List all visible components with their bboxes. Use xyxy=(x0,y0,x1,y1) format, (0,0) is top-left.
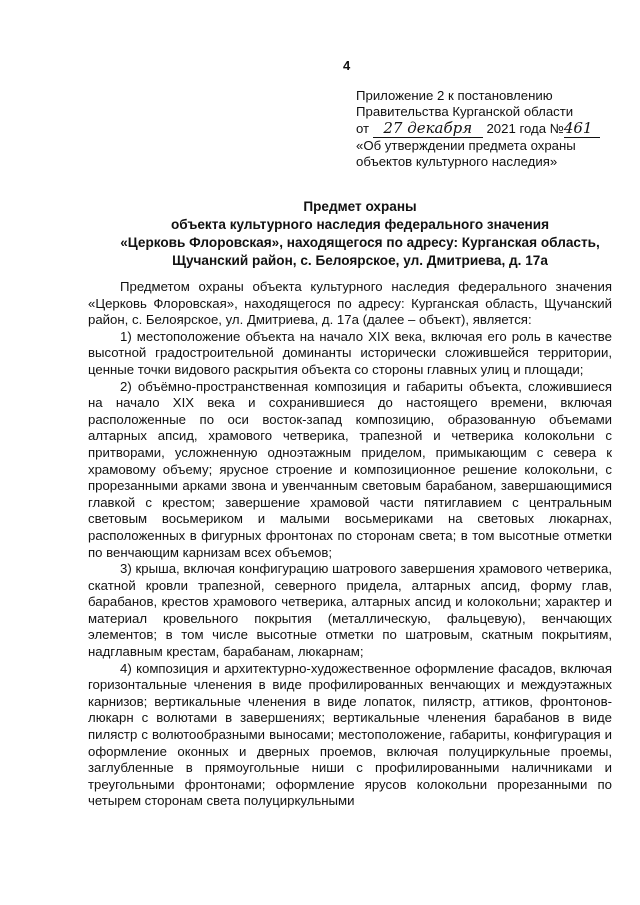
title-line-2: объекта культурного наследия федерального значения xyxy=(170,217,550,232)
appendix-line-5: объектов культурного наследия» xyxy=(356,154,558,169)
item-4-paragraph: 4) композиция и архитектурно-художественное оформление фасадов, включая горизонтальные членения в виде профилированных венчающих и междуэтажных карнизов; вертикальные членения в виде лопаток, пилястр, аттиков, фронтонов-люкарн с волютами в завершениях; вертикальные членения барабанов в виде пилястр с волютообразными выносами; местоположение, габариты, конфигурация и оформление оконных и дверных проемов, включая полуциркульные проемы, заглубленные в прямоугольные ниши с профилированными наличниками и треугольными фронтонами; оформление ярусов колокольни прорезанными по четырем сторонам света полуциркульными xyxy=(88,660,612,809)
item-1-paragraph: 1) местоположение объекта на начало XIX века, включая его роль в качестве высотной градостроительной доминанты исторически сложившейся территории, ценные точки видового раскрытия объекта со стороны главных улиц и площади; xyxy=(88,328,612,377)
appendix-block xyxy=(356,88,626,170)
page-number: 4 xyxy=(343,58,351,73)
item-2-paragraph: 2) объёмно-пространственная композиция и габариты объекта, сложившиеся на начало XIX века и сохранившиеся до настоящего времени, включая расположенные по оси восток-запад композицию, образованную объемами алтарных апсид, храмового четверика, трапезной и четверика колокольни с притворами, усложненную одноэтажным приделом, примыкающим с севера к храмовому объему; ярусное строение и композиционное решение колокольни, с прорезанными арками звона и увенчанным световым барабаном, завершающимися главкой с крестом; завершение храмовой части пятиглавием с центральным световым восьмериком и малыми восьмериками на световых люкарнах, расположенных в фигурных фронтонах по сторонам света; в том высотные отметки по венчающим карнизам всех объемов; xyxy=(88,378,612,560)
appendix-from-label: от xyxy=(356,121,370,136)
intro-paragraph: Предметом охраны объекта культурного наследия федерального значения «Церковь Флоровская», находящегося по адресу: Курганская область, Щучанский район, с. Белоярское, ул. Дмитриева, д. 17а (далее – объект), является: xyxy=(88,279,612,328)
appendix-date-field xyxy=(373,120,483,138)
item-3-paragraph: 3) крыша, включая конфигурацию шатрового завершения храмового четверика, скатной кровли трапезной, северного придела, алтарных апсид, форму глав, барабанов, крестов храмового четверика, алтарных апсид и колокольни; характер и материал кровельного покрытия (металлическую, фальцевую), венчающих элементов; в том числе высотные отметки по шатровым, скатным покрытиям, надглавным крестам, барабанам, люкарнам; xyxy=(88,561,612,660)
handwritten-date: 27 декабря xyxy=(383,119,473,137)
title-line-3: «Церковь Флоровская», находящегося по адресу: Курганская область, xyxy=(120,235,600,250)
appendix-line-1: Приложение 2 к постановлению xyxy=(356,88,553,103)
appendix-number-field xyxy=(564,120,600,138)
appendix-line-4: «Об утверждении предмета охраны xyxy=(356,138,576,153)
appendix-year-text: 2021 года № xyxy=(486,121,564,136)
title-line-1: Предмет охраны xyxy=(303,199,417,214)
title-line-4: Щучанский район, с. Белоярское, ул. Дмитриева, д. 17а xyxy=(172,253,548,268)
appendix-line-2: Правительства Курганской области xyxy=(356,104,574,119)
appendix-date-line xyxy=(356,120,626,138)
document-body xyxy=(88,279,612,810)
handwritten-number: 461 xyxy=(563,119,593,137)
document-title xyxy=(100,198,620,270)
